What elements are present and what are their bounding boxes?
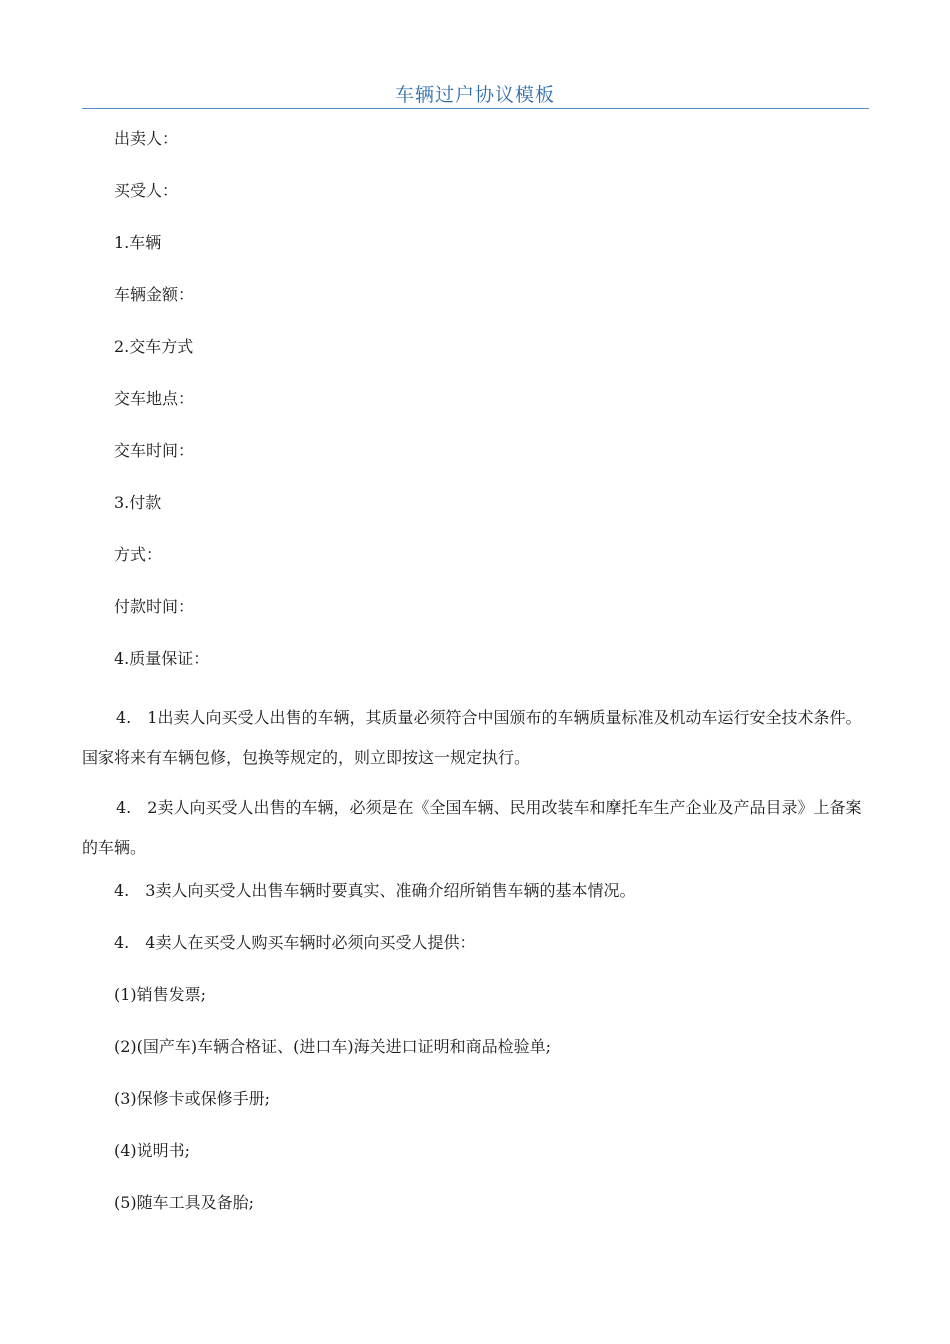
clause-4-2: 4. 2卖人向买受人出售的车辆，必须是在《全国车辆、民用改装车和摩托车生产企业及产品目录》上备案的车辆。 [82,798,862,857]
clause-4-1: 4. 1出卖人向买受人出售的车辆，其质量必须符合中国颁布的车辆质量标准及机动车运行安全技术条件。国家将来有车辆包修，包换等规定的，则立即按这一规定执行。 [82,708,862,767]
list-item: (1)销售发票; [114,985,207,1004]
payment-time-line: 付款时间： [114,597,195,616]
section-2-title: 2.交车方式 [114,337,194,356]
delivery-place-line: 交车地点： [114,389,195,408]
document-body [82,126,869,1242]
list-item: (3)保修卡或保修手册; [114,1089,271,1108]
list-item: (2)(国产车)车辆合格证、(进口车)海关进口证明和商品检验单; [114,1037,552,1056]
buyer-line: 买受人： [114,181,179,200]
section-3-title: 3.付款 [114,493,162,512]
payment-method-line: 方式： [114,545,163,564]
document-title: 车辆过户协议模板 [394,84,555,106]
section-1-title: 1.车辆 [114,233,162,252]
list-item: (4)说明书; [114,1141,191,1160]
clause-4-3: 4. 3卖人向买受人出售车辆时要真实、准确介绍所销售车辆的基本情况。 [114,881,636,900]
title-underline [82,108,869,109]
vehicle-amount-line: 车辆金额： [114,285,195,304]
list-item: (5)随车工具及备胎; [114,1193,255,1212]
section-4-title: 4.质量保证： [114,649,210,668]
seller-line: 出卖人： [114,129,179,148]
delivery-time-line: 交车时间： [114,441,195,460]
clause-4-4: 4. 4卖人在买受人购买车辆时必须向买受人提供： [114,933,476,952]
